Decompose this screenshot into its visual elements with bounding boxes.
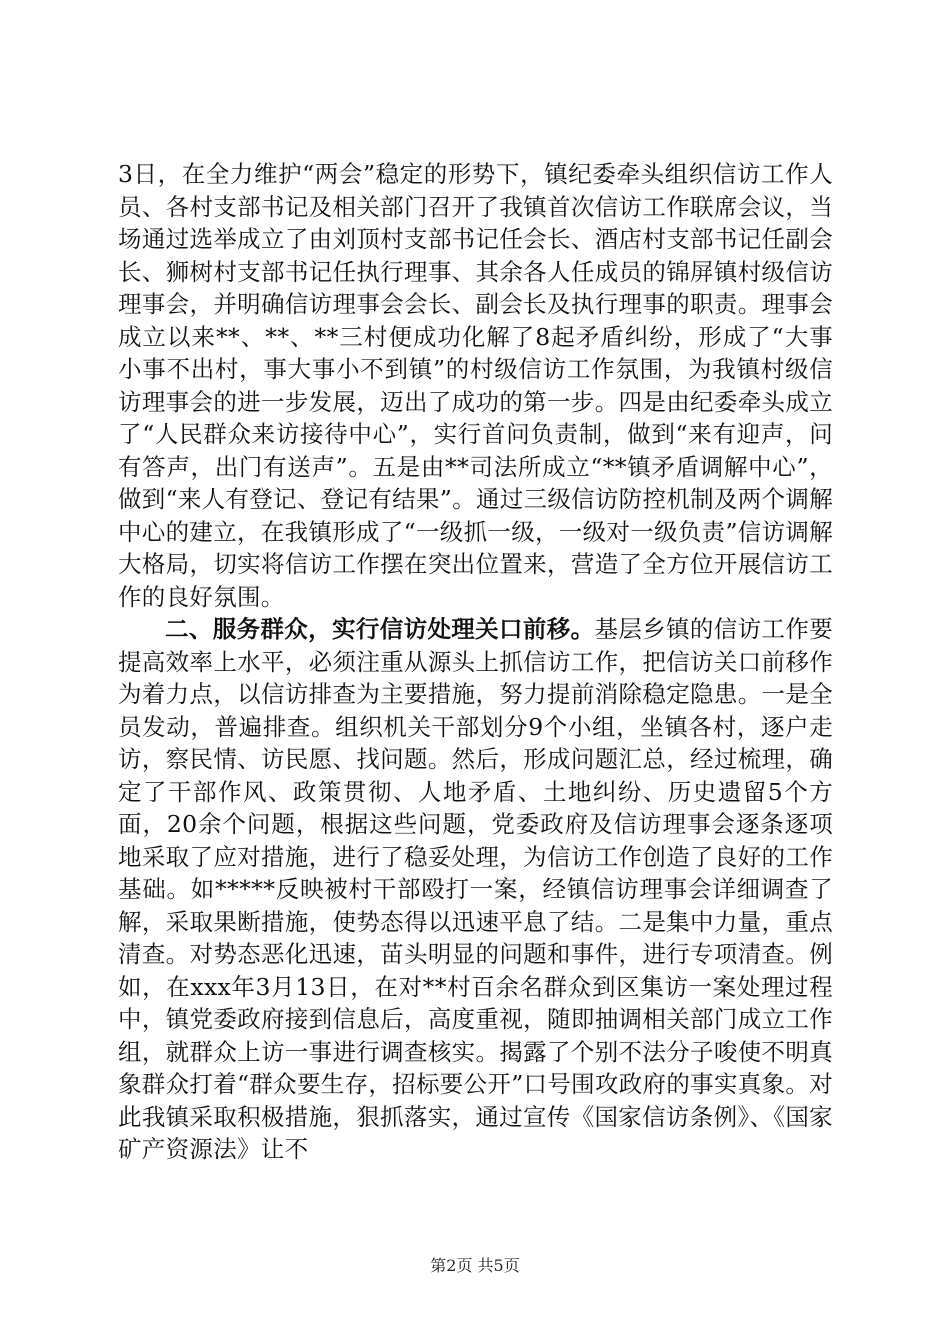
paragraph-1: 3日，在全力维护“两会”稳定的形势下，镇纪委牵头组织信访工作人员、各村支部书记及相关部门召开了我镇首次信访工作联席会议，当场通过选举成立了由刘顶村支部书记任会长、酒店村支部书记任副会长、狮树村支部书记任执行理事、其余各人任成员的锦屏镇村级信访理事会，并明确信访理事会会长、副会长及执行理事的职责。理事会成立以来**、**、**三村便成功化解了8起矛盾纠纷，形成了“大事小事不出村，事大事小不到镇”的村级信访工作氛围，为我镇村级信访理事会的进一步发展，迈出了成功的第一步。四是由纪委牵头成立了“人民群众来访接待中心”，实行首问负责制，做到“来有迎声，问有答声，出门有送声”。五是由**司法所成立“**镇矛盾调解中心”，做到“来人有登记、登记有结果”。通过三级信访防控机制及两个调解中心的建立，在我镇形成了“一级抓一级，一级对一级负责”信访调解大格局，切实将信访工作摆在突出位置来，营造了全方位开展信访工作的良好氛围。 [118,160,833,611]
paragraph-2 [118,613,833,1166]
page-footer: 第2页 共5页 [430,1256,520,1275]
paragraph-2-body: 基层乡镇的信访工作要提高效率上水平，必须注重从源头上抓信访工作，把信访关口前移作为着力点，以信访排查为主要措施，努力提前消除稳定隐患。一是全员发动，普遍排查。组织机关干部划分9个小组，坐镇各村，逐户走访，察民情、访民愿、找问题。然后，形成问题汇总，经过梳理，确定了干部作风、政策贯彻、人地矛盾、土地纠纷、历史遗留5个方面，20余个问题，根据这些问题，党委政府及信访理事会逐条逐项地采取了应对措施，进行了稳妥处理，为信访工作创造了良好的工作基础。如*****反映被村干部殴打一案，经镇信访理事会详细调查了解，采取果断措施，使势态得以迅速平息了结。二是集中力量，重点清查。对势态恶化迅速，苗头明显的问题和事件，进行专项清查。例如，在xxx年3月13日，在对**村百余名群众到区集访一案处理过程中，镇党委政府接到信息后，高度重视，随即抽调相关部门成立工作组，就群众上访一事进行调查核实。揭露了个别不法分子唆使不明真象群众打着“群众要生存，招标要公开”口号围攻政府的事实真象。对此我镇采取积极措施，狠抓落实，通过宣传《国家信访条例》、《国家矿产资源法》让不 [118,615,833,1163]
section-heading: 二、服务群众，实行信访处理关口前移。 [165,615,595,643]
document-body [118,158,833,1166]
